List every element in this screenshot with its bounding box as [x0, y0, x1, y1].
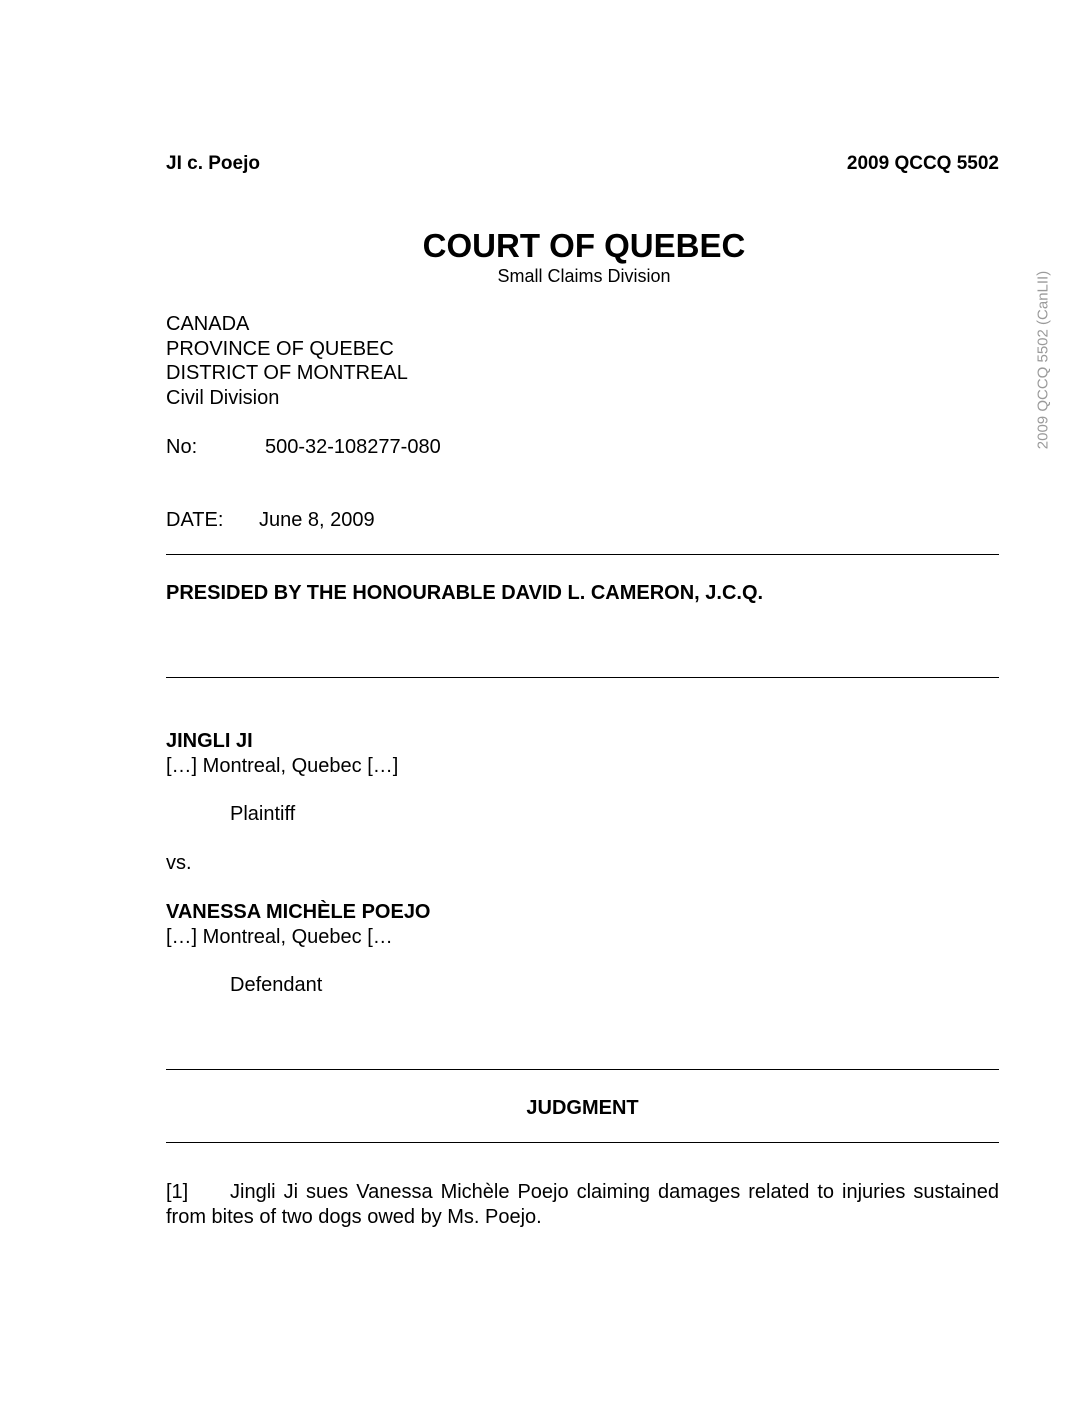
jurisdiction-district: DISTRICT OF MONTREAL [166, 362, 408, 384]
paragraph-text: Jingli Ji sues Vanessa Michèle Poejo claiming damages related to injuries sustained from bites of two dogs owed by Ms. Poejo. [166, 1181, 999, 1228]
file-number-label: No: [166, 436, 198, 458]
divider [166, 677, 999, 678]
divider [166, 1069, 999, 1070]
divider [166, 1142, 999, 1143]
court-title: COURT OF QUEBEC [422, 227, 746, 264]
date-label: DATE: [166, 509, 224, 531]
defendant-role: Defendant [230, 974, 323, 996]
jurisdiction-division: Civil Division [166, 387, 280, 409]
style-of-cause: JI c. Poejo [166, 153, 260, 174]
presided-by: PRESIDED BY THE HONOURABLE DAVID L. CAMERON, J.C.Q. [166, 582, 764, 604]
neutral-citation: 2009 QCCQ 5502 [846, 153, 999, 174]
file-number-value: 500-32-108277-080 [265, 436, 441, 458]
jurisdiction-province: PROVINCE OF QUEBEC [166, 338, 394, 360]
jurisdiction-country: CANADA [166, 313, 250, 335]
court-division: Small Claims Division [497, 266, 671, 286]
plaintiff-name: JINGLI JI [166, 730, 253, 752]
date-value: June 8, 2009 [259, 509, 375, 531]
paragraph [166, 1180, 999, 1230]
paragraph-number: [1] [166, 1181, 189, 1203]
defendant-address: […] Montreal, Quebec [… [166, 926, 393, 948]
plaintiff-role: Plaintiff [230, 803, 296, 825]
defendant-name: VANESSA MICHÈLE POEJO [166, 901, 431, 923]
divider [166, 554, 999, 555]
side-citation: 2009 QCCQ 5502 (CanLII) [1034, 270, 1052, 450]
plaintiff-address: […] Montreal, Quebec […] [166, 755, 399, 777]
judgment-heading: JUDGMENT [526, 1097, 639, 1119]
versus: vs. [166, 852, 192, 874]
